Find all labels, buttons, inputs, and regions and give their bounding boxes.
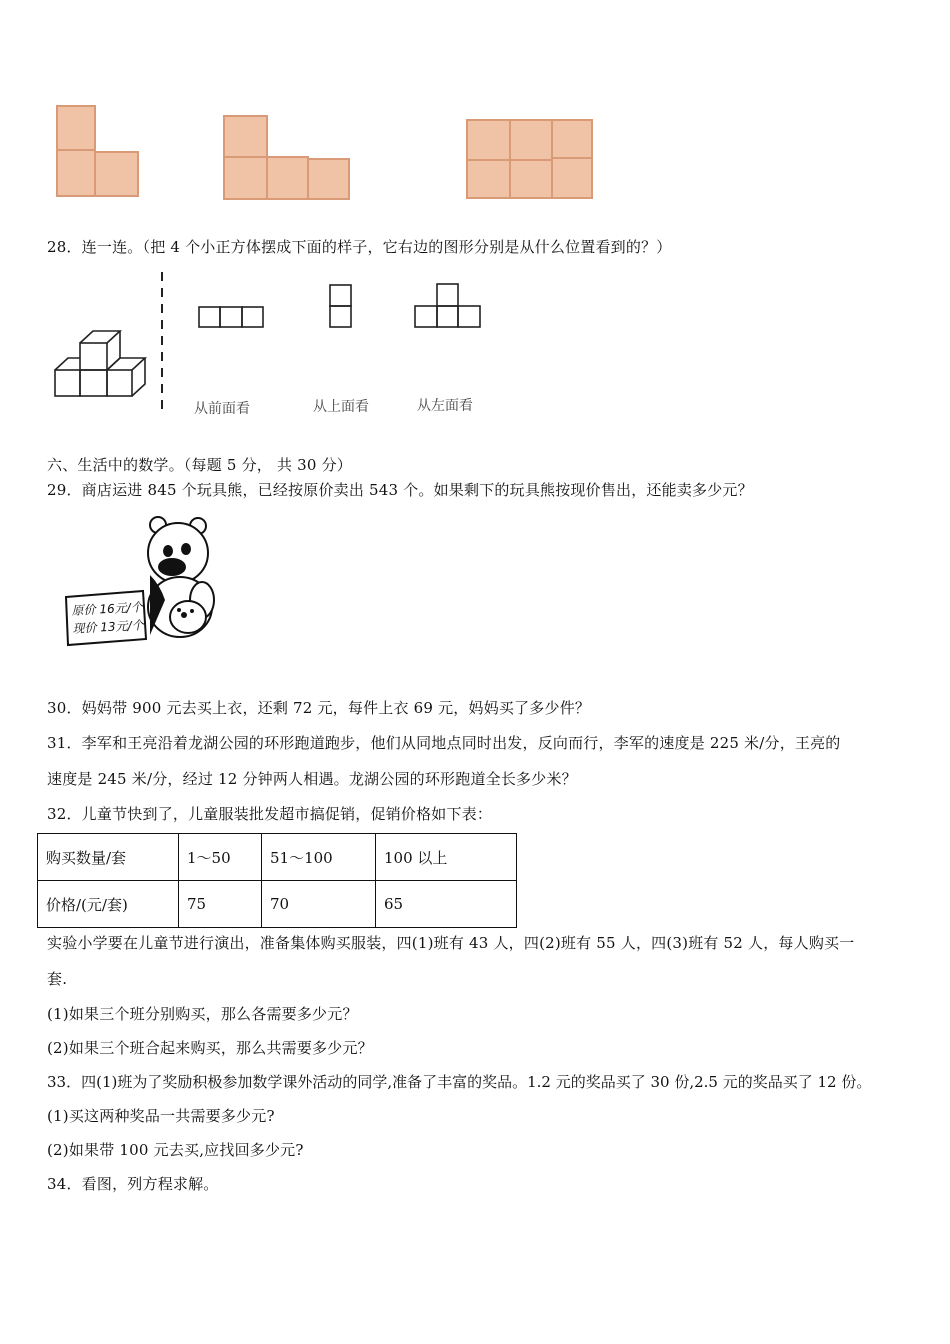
table-row [38, 881, 517, 928]
tile [467, 120, 510, 160]
tile [95, 152, 138, 196]
top-view-figure-2 [224, 116, 349, 199]
left-view-shape [415, 284, 480, 327]
table-row [38, 834, 517, 881]
section-6-heading: 六、生活中的数学。（每题 5 分， 共 30 分） [47, 456, 352, 474]
question-33-sub-2: (2)如果带 100 元去买,应找回多少元? [47, 1141, 304, 1159]
question-32-body-2: 套. [47, 970, 68, 988]
current-price: 现价 13元/个 [72, 618, 144, 636]
front-view-shape [199, 307, 263, 327]
tile [57, 106, 95, 150]
tile [510, 160, 552, 198]
table-cell: 价格/(元/套) [38, 881, 179, 928]
tile [552, 158, 592, 198]
table-cell: 1～50 [179, 834, 262, 881]
question-30: 30．妈妈带 900 元去买上衣，还剩 72 元，每件上衣 69 元，妈妈买了多少件？ [47, 699, 591, 717]
top-view-figure-3 [467, 120, 592, 198]
table-cell: 购买数量/套 [38, 834, 179, 881]
tile [57, 150, 95, 196]
caption-front: 从前面看 [194, 401, 250, 417]
question-32-body-1: 实验小学要在儿童节进行演出，准备集体购买服装，四(1)班有 43 人，四(2)班有 55 人，四(3)班有 52 人，每人购买一 [47, 934, 855, 952]
original-price: 原价 16元/个 [71, 600, 143, 618]
question-32: 32．儿童节快到了，儿童服装批发超市搞促销，促销价格如下表： [47, 805, 493, 823]
question-28: 28．连一连。（把 4 个小正方体摆成下面的样子，它右边的图形分别是从什么位置看到的？） [47, 238, 672, 256]
tile [510, 120, 552, 160]
tile [552, 120, 592, 158]
table-cell: 65 [376, 881, 517, 928]
question-33: 33．四(1)班为了奖励积极参加数学课外活动的同学,准备了丰富的奖品。1.2 元的奖品买了 30 份,2.5 元的奖品买了 12 份。 [47, 1073, 872, 1091]
caption-left: 从左面看 [417, 398, 473, 414]
price-sign-text [71, 598, 144, 638]
question-33-sub-1: (1)买这两种奖品一共需要多少元? [47, 1107, 275, 1125]
question-32-sub-1: (1)如果三个班分别购买，那么各需要多少元？ [47, 1005, 358, 1023]
question-34: 34．看图，列方程求解。 [47, 1175, 219, 1193]
table-cell: 100 以上 [376, 834, 517, 881]
question-31-line-2: 速度是 245 米/分，经过 12 分钟两人相遇。龙湖公园的环形跑道全长多少米？ [47, 770, 577, 788]
table-cell: 70 [262, 881, 376, 928]
tile [467, 160, 510, 198]
tile [308, 159, 349, 199]
top-view-shape [330, 285, 351, 327]
top-view-figure-1 [0, 0, 950, 210]
question-29: 29．商店运进 845 个玩具熊，已经按原价卖出 543 个。如果剩下的玩具熊按现价售出，还能卖多少元？ [47, 481, 753, 499]
table-cell: 51～100 [262, 834, 376, 881]
tile [267, 157, 308, 199]
question-31-line-1: 31．李军和王亮沿着龙湖公园的环形跑道跑步，他们从同地点同时出发，反向而行，李军的速度是 225 米/分，王亮的 [47, 734, 841, 752]
tile [224, 157, 267, 199]
caption-top: 从上面看 [313, 399, 369, 415]
tile [224, 116, 267, 157]
price-table [37, 833, 517, 928]
table-cell: 75 [179, 881, 262, 928]
question-32-sub-2: (2)如果三个班合起来购买，那么共需要多少元？ [47, 1039, 373, 1057]
